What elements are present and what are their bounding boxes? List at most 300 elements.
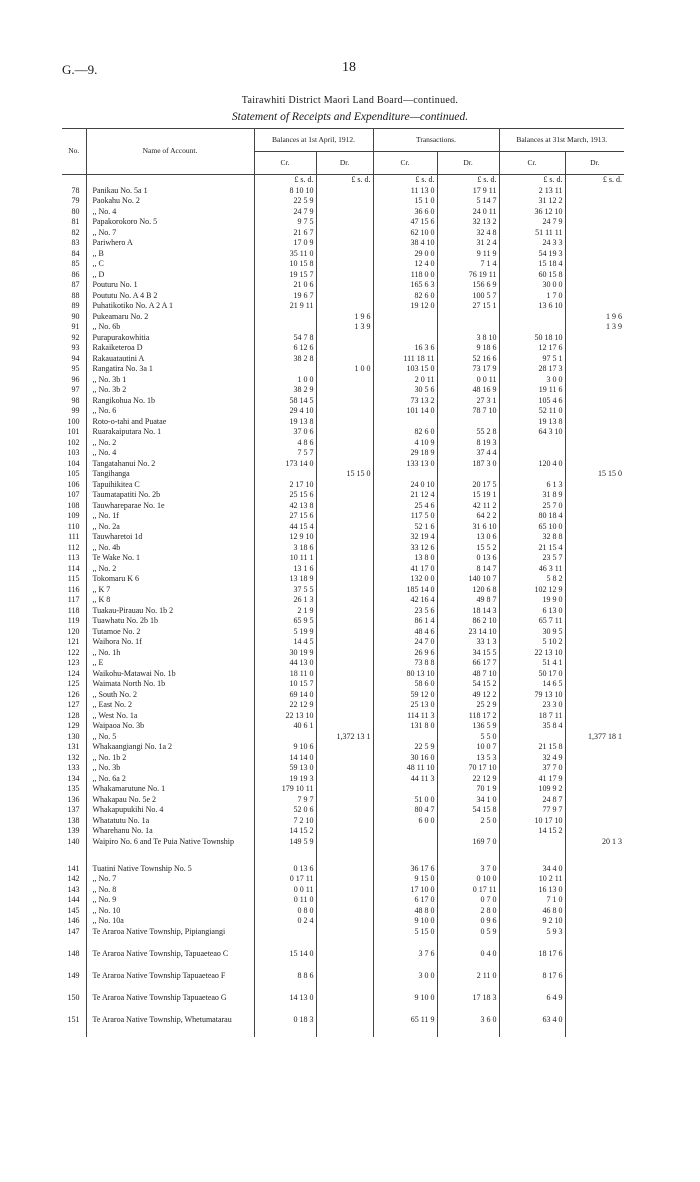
balance-end-cr: 65 10 0: [499, 522, 565, 533]
table-row: [62, 301, 624, 312]
balance-start-dr: [316, 543, 373, 554]
balance-start-dr: [316, 679, 373, 690]
row-number: 115: [67, 574, 80, 583]
table-row: [62, 312, 624, 323]
balance-end-dr: [565, 805, 624, 816]
row-number: 91: [71, 322, 80, 331]
balance-end-dr: [565, 217, 624, 228]
balance-start-cr: 10 11 1: [254, 553, 316, 564]
account-name: Whatatutu No. 1a: [86, 816, 254, 827]
table-row: [62, 864, 624, 875]
row-number: 104: [67, 458, 80, 468]
balance-start-cr: 54 7 8: [254, 333, 316, 344]
balance-start-cr: 38 2 8: [254, 354, 316, 365]
account-name: Tauwhareparae No. 1e: [86, 501, 254, 512]
balance-start-cr: 14 15 2: [254, 826, 316, 837]
account-name: Te Araroa Native Township, Whetumatarau: [86, 1015, 254, 1037]
account-name: Te Wake No. 1: [86, 553, 254, 564]
transactions-cr: [373, 826, 437, 837]
account-name: Whakamarutune No. 1: [86, 784, 254, 795]
transactions-dr: 10 0 7: [437, 742, 499, 753]
transactions-dr: 120 6 8: [437, 585, 499, 596]
balance-end-cr: 30 0 0: [499, 280, 565, 291]
row-number: 103: [67, 448, 80, 457]
balance-start-dr: [316, 700, 373, 711]
balance-end-dr: [565, 249, 624, 260]
balance-end-dr: [565, 658, 624, 669]
balance-end-dr: [565, 448, 624, 459]
transactions-cr: 6 0 0: [373, 816, 437, 827]
balance-start-cr: 9 10 6: [254, 742, 316, 753]
row-number: 129: [67, 721, 80, 730]
balance-start-dr: [316, 837, 373, 859]
transactions-dr: 70 17 10: [437, 763, 499, 774]
row-number: 123: [67, 658, 80, 667]
balance-start-dr: [316, 763, 373, 774]
account-name: Paokahu No. 2: [86, 196, 254, 207]
page-reference: G.—9.: [62, 62, 98, 77]
transactions-cr: 25 13 0: [373, 700, 437, 711]
balance-end-dr: [565, 301, 624, 312]
balance-end-dr: [565, 553, 624, 564]
table-subtitle: Statement of Receipts and Expenditure—continued.: [231, 111, 469, 123]
row-number: 82: [71, 227, 80, 237]
balance-start-cr: 14 4 5: [254, 637, 316, 648]
account-name: ,, No. 6b: [86, 322, 254, 333]
row-number: 78: [71, 185, 80, 195]
table-row: [62, 417, 624, 428]
transactions-dr: 13 0 6: [437, 532, 499, 543]
table-row: [62, 385, 624, 396]
transactions-dr: 27 3 1: [437, 396, 499, 407]
header-name: Name of Account.: [86, 129, 254, 175]
transactions-dr: 100 5 7: [437, 291, 499, 302]
balance-start-cr: 22 13 10: [254, 711, 316, 722]
table-row: [62, 763, 624, 774]
balance-end-dr: [565, 186, 624, 197]
transactions-dr: 66 17 7: [437, 658, 499, 669]
balance-end-cr: 30 9 5: [499, 627, 565, 638]
balance-start-cr: 26 1 3: [254, 595, 316, 606]
balance-start-cr: 35 11 0: [254, 249, 316, 260]
units-label: £ s. d.: [565, 175, 624, 186]
balance-end-dr: [565, 259, 624, 270]
balance-end-dr: 20 1 3: [565, 837, 624, 859]
balance-end-dr: [565, 406, 624, 417]
table-row: [62, 916, 624, 927]
balance-end-cr: 9 2 10: [499, 916, 565, 927]
balance-start-dr: [316, 343, 373, 354]
balance-end-cr: 7 1 0: [499, 895, 565, 906]
transactions-cr: 48 4 6: [373, 627, 437, 638]
table-row: [62, 700, 624, 711]
balance-end-cr: 18 17 6: [499, 949, 565, 971]
balance-end-cr: 102 12 9: [499, 585, 565, 596]
balance-end-cr: 63 4 0: [499, 1015, 565, 1037]
balance-start-cr: 0 0 11: [254, 885, 316, 896]
account-name: Pouturu No. 1: [86, 280, 254, 291]
transactions-cr: 19 12 0: [373, 301, 437, 312]
account-name: Rangikohua No. 1b: [86, 396, 254, 407]
balance-start-cr: 19 13 8: [254, 417, 316, 428]
transactions-dr: 13 5 3: [437, 753, 499, 764]
table-row: [62, 532, 624, 543]
balance-start-dr: [316, 438, 373, 449]
balance-end-dr: [565, 511, 624, 522]
transactions-cr: 30 16 0: [373, 753, 437, 764]
balance-end-cr: 23 3 0: [499, 700, 565, 711]
account-name: Poututu No. A 4 B 2: [86, 291, 254, 302]
balance-start-dr: 1,372 13 1: [316, 732, 373, 743]
row-number: 97: [71, 385, 80, 394]
table-row: [62, 669, 624, 680]
balance-end-cr: 10 17 10: [499, 816, 565, 827]
table-row: [62, 480, 624, 491]
balance-end-cr: 21 15 4: [499, 543, 565, 554]
balance-end-dr: [565, 207, 624, 218]
balance-end-cr: 14 15 2: [499, 826, 565, 837]
balance-end-cr: 52 11 0: [499, 406, 565, 417]
balance-end-cr: [499, 322, 565, 333]
units-label: £ s. d.: [499, 175, 565, 186]
transactions-cr: 165 6 3: [373, 280, 437, 291]
table-row: [62, 427, 624, 438]
account-name: Puhatikotiko No. A 2 A 1: [86, 301, 254, 312]
balance-start-dr: [316, 742, 373, 753]
table-row: [62, 438, 624, 449]
row-number: 114: [67, 563, 80, 573]
balance-end-cr: 46 3 11: [499, 564, 565, 575]
balance-end-cr: 19 9 0: [499, 595, 565, 606]
transactions-cr: 73 8 8: [373, 658, 437, 669]
account-name: ,, C: [86, 259, 254, 270]
balance-end-dr: 1 9 6: [565, 312, 624, 323]
balance-start-dr: [316, 385, 373, 396]
transactions-dr: 3 6 0: [437, 1015, 499, 1037]
account-name: Waihora No. 1f: [86, 637, 254, 648]
table-row: [62, 679, 624, 690]
balance-end-dr: [565, 874, 624, 885]
balance-end-dr: [565, 501, 624, 512]
table-row: [62, 469, 624, 480]
balance-start-cr: 37 5 5: [254, 585, 316, 596]
transactions-cr: 47 15 6: [373, 217, 437, 228]
transactions-dr: 24 0 11: [437, 207, 499, 218]
balance-start-dr: [316, 906, 373, 917]
transactions-cr: 86 1 4: [373, 616, 437, 627]
balance-end-dr: [565, 343, 624, 354]
table-row: [62, 501, 624, 512]
transactions-dr: 15 19 1: [437, 490, 499, 501]
transactions-cr: 17 10 0: [373, 885, 437, 896]
transactions-cr: 9 10 0: [373, 916, 437, 927]
balance-start-cr: 21 6 7: [254, 228, 316, 239]
balance-start-cr: 4 8 6: [254, 438, 316, 449]
balance-end-dr: [565, 585, 624, 596]
table-row: [62, 927, 624, 949]
balance-end-cr: 77 9 7: [499, 805, 565, 816]
balance-end-dr: [565, 385, 624, 396]
transactions-cr: 117 5 0: [373, 511, 437, 522]
balance-start-cr: 42 13 8: [254, 501, 316, 512]
balance-start-dr: [316, 885, 373, 896]
balance-end-dr: [565, 816, 624, 827]
transactions-dr: 18 14 3: [437, 606, 499, 617]
transactions-cr: 16 3 6: [373, 343, 437, 354]
account-name: ,, No. 4: [86, 448, 254, 459]
row-number: 99: [71, 406, 80, 415]
transactions-dr: 9 11 9: [437, 249, 499, 260]
table-row: [62, 753, 624, 764]
transactions-cr: 24 0 10: [373, 480, 437, 491]
table-row: [62, 459, 624, 470]
balance-end-dr: [565, 564, 624, 575]
balance-end-dr: [565, 826, 624, 837]
transactions-cr: 6 17 0: [373, 895, 437, 906]
transactions-cr: 82 6 0: [373, 427, 437, 438]
transactions-cr: [373, 333, 437, 344]
balance-start-cr: 179 10 11: [254, 784, 316, 795]
table-row: [62, 322, 624, 333]
balance-end-cr: 51 11 11: [499, 228, 565, 239]
transactions-cr: 11 13 0: [373, 186, 437, 197]
balance-start-dr: [316, 648, 373, 659]
balance-start-cr: 10 15 7: [254, 679, 316, 690]
transactions-dr: 31 6 10: [437, 522, 499, 533]
account-name: Pariwhero A: [86, 238, 254, 249]
balance-start-dr: [316, 490, 373, 501]
balance-end-dr: [565, 480, 624, 491]
balance-start-dr: [316, 784, 373, 795]
balance-start-cr: 12 9 10: [254, 532, 316, 543]
row-number: 85: [71, 259, 80, 268]
transactions-cr: 103 15 0: [373, 364, 437, 375]
transactions-dr: 8 14 7: [437, 564, 499, 575]
account-name: ,, No. 1b 2: [86, 753, 254, 764]
account-name: Purapurakowhitia: [86, 333, 254, 344]
account-name: Wharehanu No. 1a: [86, 826, 254, 837]
balance-start-cr: 0 8 0: [254, 906, 316, 917]
balance-start-cr: 8 8 6: [254, 971, 316, 993]
balance-end-dr: [565, 916, 624, 927]
account-name: Te Araroa Native Township, Pipiangiangi: [86, 927, 254, 949]
transactions-dr: 2 11 0: [437, 971, 499, 993]
balance-end-dr: [565, 396, 624, 407]
row-number: 121: [67, 637, 80, 646]
balance-start-dr: [316, 816, 373, 827]
balance-end-dr: [565, 522, 624, 533]
balance-end-dr: [565, 993, 624, 1015]
account-name: ,, No. 10a: [86, 916, 254, 927]
balance-end-cr: 64 3 10: [499, 427, 565, 438]
balance-start-cr: 25 15 6: [254, 490, 316, 501]
units-row: [62, 175, 624, 186]
row-number: 96: [71, 374, 80, 384]
transactions-cr: 13 8 0: [373, 553, 437, 564]
account-name: ,, No. 2: [86, 438, 254, 449]
table-row: [62, 249, 624, 260]
account-name: Papakorokoro No. 5: [86, 217, 254, 228]
balance-end-cr: 97 5 1: [499, 354, 565, 365]
account-name: Panikau No. 5a 1: [86, 186, 254, 197]
row-number: 84: [71, 248, 80, 258]
transactions-dr: 0 13 6: [437, 553, 499, 564]
balance-start-dr: [316, 249, 373, 260]
account-name: Tangihanga: [86, 469, 254, 480]
account-name: ,, K 8: [86, 595, 254, 606]
balance-start-dr: [316, 616, 373, 627]
transactions-cr: 101 14 0: [373, 406, 437, 417]
balance-end-dr: [565, 721, 624, 732]
table-row: [62, 658, 624, 669]
table-title: Tairawhiti District Maori Land Board—continued.: [241, 95, 459, 106]
balance-end-dr: [565, 1015, 624, 1037]
balance-start-cr: 14 14 0: [254, 753, 316, 764]
units-label: £ s. d.: [254, 175, 316, 186]
balance-start-dr: [316, 993, 373, 1015]
transactions-dr: 2 5 0: [437, 816, 499, 827]
row-number: 140: [67, 836, 80, 846]
balance-end-dr: [565, 595, 624, 606]
account-name: Tapuihikitea C: [86, 480, 254, 491]
balance-end-cr: 34 4 0: [499, 864, 565, 875]
balance-end-cr: [499, 438, 565, 449]
transactions-dr: 86 2 10: [437, 616, 499, 627]
balance-end-dr: [565, 927, 624, 949]
table-row: [62, 816, 624, 827]
transactions-cr: 9 15 0: [373, 874, 437, 885]
balance-start-dr: [316, 795, 373, 806]
transactions-dr: 32 4 8: [437, 228, 499, 239]
transactions-dr: 49 8 7: [437, 595, 499, 606]
balance-start-dr: [316, 971, 373, 993]
account-name: ,, No. 8: [86, 885, 254, 896]
balance-end-dr: [565, 238, 624, 249]
row-number: 151: [67, 1014, 80, 1024]
transactions-cr: 15 1 0: [373, 196, 437, 207]
transactions-cr: 51 0 0: [373, 795, 437, 806]
balance-end-cr: 31 12 2: [499, 196, 565, 207]
balance-end-dr: [565, 280, 624, 291]
table-row: [62, 774, 624, 785]
row-number: 116: [67, 584, 80, 594]
balance-end-dr: [565, 885, 624, 896]
balance-start-dr: [316, 753, 373, 764]
transactions-dr: 3 8 10: [437, 333, 499, 344]
row-number: 111: [68, 532, 80, 541]
transactions-dr: 9 18 6: [437, 343, 499, 354]
account-name: ,, D: [86, 270, 254, 281]
transactions-cr: 111 18 11: [373, 354, 437, 365]
transactions-cr: 9 10 0: [373, 993, 437, 1015]
balance-end-cr: 51 4 1: [499, 658, 565, 669]
transactions-dr: 54 15 2: [437, 679, 499, 690]
account-name: ,, No. 2: [86, 564, 254, 575]
account-name: Tuakau-Pirauau No. 1b 2: [86, 606, 254, 617]
balance-start-dr: [316, 585, 373, 596]
balance-start-cr: 22 5 9: [254, 196, 316, 207]
balance-end-dr: [565, 648, 624, 659]
table-row: [62, 795, 624, 806]
balance-end-cr: [499, 312, 565, 323]
account-name: Te Araroa Native Township Tapuaeteao G: [86, 993, 254, 1015]
balance-end-dr: [565, 690, 624, 701]
table-row: [62, 837, 624, 859]
balance-start-cr: 65 9 5: [254, 616, 316, 627]
row-number: 89: [71, 301, 80, 310]
row-number: 81: [71, 217, 80, 226]
balance-end-cr: 8 17 6: [499, 971, 565, 993]
account-name: ,, East No. 2: [86, 700, 254, 711]
row-number: 132: [67, 752, 80, 762]
row-number: 83: [71, 238, 80, 247]
balance-start-dr: [316, 711, 373, 722]
balance-start-dr: [316, 280, 373, 291]
transactions-cr: 23 5 6: [373, 606, 437, 617]
transactions-dr: [437, 469, 499, 480]
account-name: ,, No. 4: [86, 207, 254, 218]
header-row-groups: [62, 129, 624, 152]
balance-end-dr: [565, 333, 624, 344]
transactions-dr: 187 3 0: [437, 459, 499, 470]
balance-start-cr: [254, 364, 316, 375]
transactions-dr: 76 19 11: [437, 270, 499, 281]
table-row: [62, 291, 624, 302]
balance-start-dr: [316, 895, 373, 906]
balance-start-dr: [316, 238, 373, 249]
account-name: ,, No. 5: [86, 732, 254, 743]
balance-start-dr: [316, 196, 373, 207]
balance-end-cr: 21 15 8: [499, 742, 565, 753]
table-row: [62, 543, 624, 554]
balance-end-cr: 105 4 6: [499, 396, 565, 407]
transactions-cr: [373, 784, 437, 795]
balance-start-dr: [316, 522, 373, 533]
header-b2-dr: Dr.: [565, 152, 624, 175]
balance-start-cr: 2 17 10: [254, 480, 316, 491]
row-number: 133: [67, 763, 80, 772]
row-number: 87: [71, 280, 80, 289]
account-name: Waipaoa No. 3b: [86, 721, 254, 732]
balance-end-dr: 1 3 9: [565, 322, 624, 333]
transactions-dr: 25 2 9: [437, 700, 499, 711]
balance-start-cr: 0 18 3: [254, 1015, 316, 1037]
row-number: 119: [67, 616, 80, 625]
balance-start-cr: 7 9 7: [254, 795, 316, 806]
row-number: 144: [67, 895, 80, 904]
transactions-cr: 38 4 10: [373, 238, 437, 249]
balance-end-dr: [565, 679, 624, 690]
row-number: 148: [67, 948, 80, 958]
account-name: Taumatapatiti No. 2b: [86, 490, 254, 501]
balance-end-cr: 32 8 8: [499, 532, 565, 543]
balance-end-dr: [565, 971, 624, 993]
transactions-dr: 136 5 9: [437, 721, 499, 732]
balance-start-cr: 7 5 7: [254, 448, 316, 459]
balance-start-dr: [316, 606, 373, 617]
balance-end-cr: 60 15 8: [499, 270, 565, 281]
row-number: 145: [67, 905, 80, 915]
transactions-cr: 3 7 6: [373, 949, 437, 971]
header-b1-dr: Dr.: [316, 152, 373, 175]
table-row: [62, 949, 624, 971]
balance-start-dr: [316, 595, 373, 606]
row-number: 117: [67, 595, 80, 604]
transactions-cr: 36 17 6: [373, 864, 437, 875]
transactions-cr: 3 0 0: [373, 971, 437, 993]
transactions-cr: 80 4 7: [373, 805, 437, 816]
table-row: [62, 511, 624, 522]
